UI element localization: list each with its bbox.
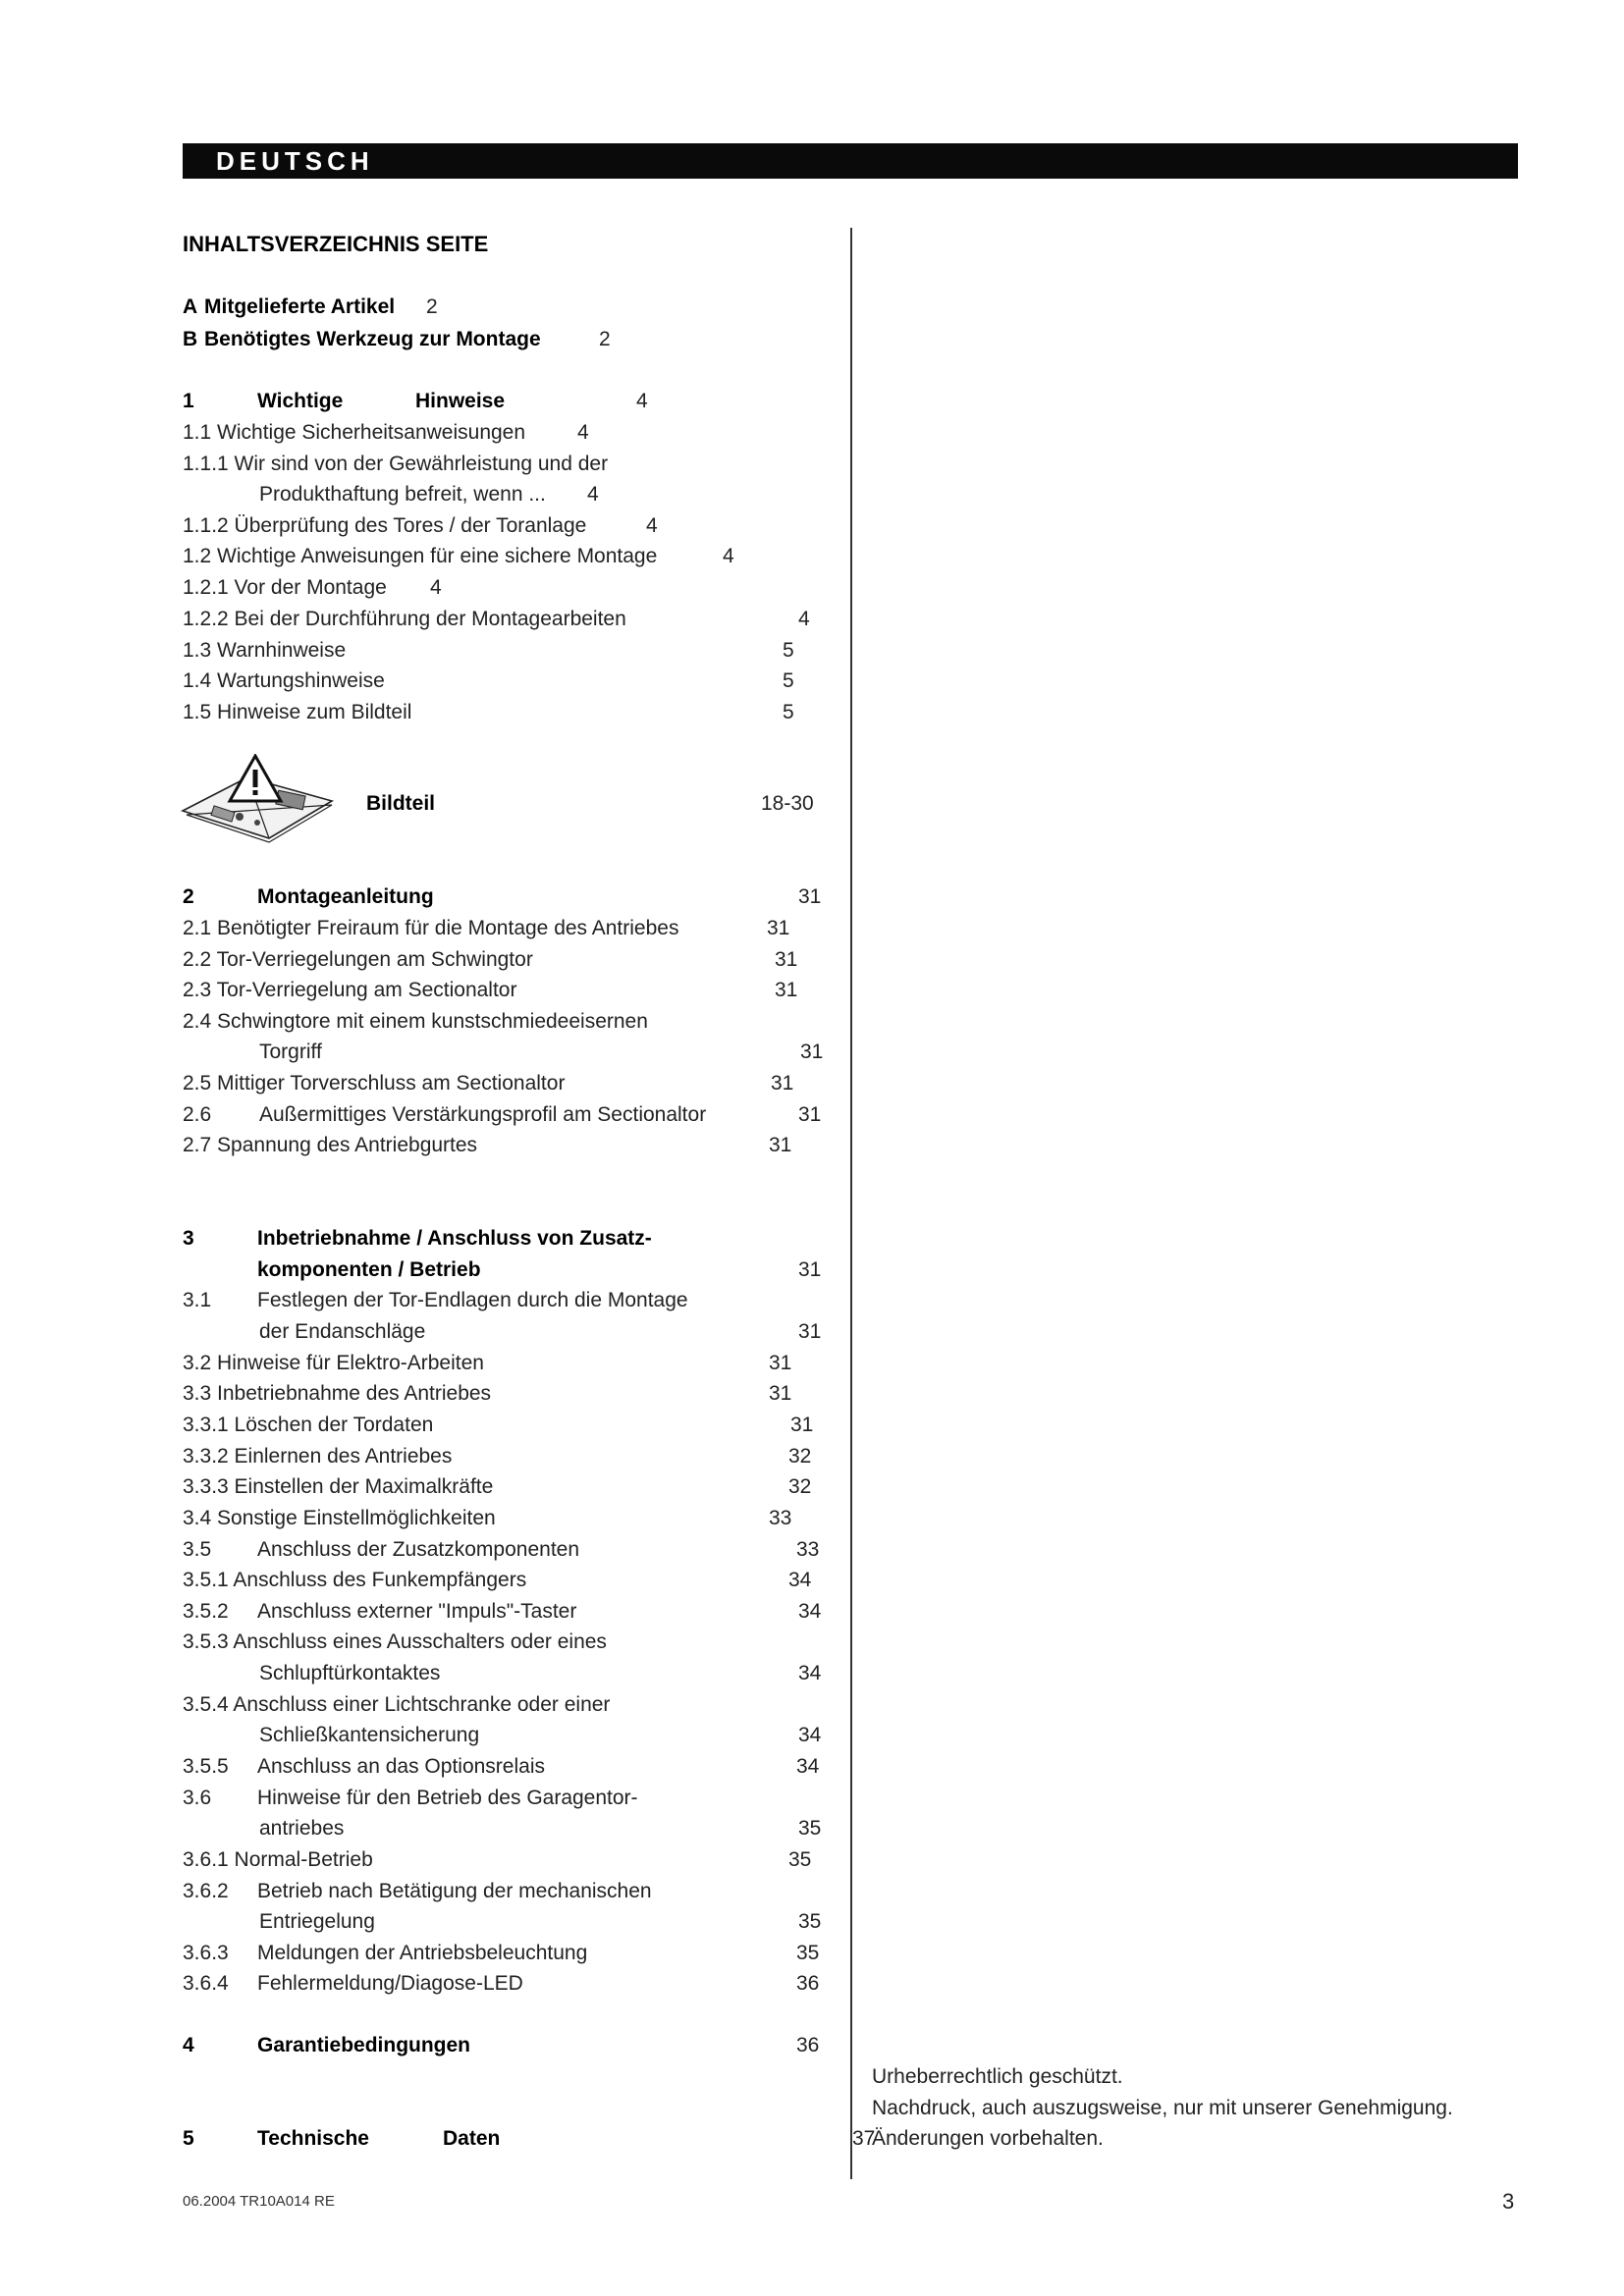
toc-s3-3-2: 3.3.2 Einlernen des Antriebes [183, 1445, 453, 1468]
toc-s2-4: 2.4 Schwingtore mit einem kunstschmiedeeisernen [183, 1010, 648, 1033]
toc-s3-5-4-cont: Schließkantensicherung [259, 1724, 480, 1746]
toc-s1-1: 1.1 Wichtige Sicherheitsanweisungen [183, 421, 526, 444]
toc-s1-title-b: Hinweise [415, 390, 506, 412]
toc-s3-2-page: 31 [769, 1352, 792, 1374]
toc-s1-2-1: 1.2.1 Vor der Montage [183, 576, 387, 599]
page-number: 3 [1502, 2189, 1515, 2214]
toc-a-title: Mitgelieferte Artikel [204, 295, 396, 318]
toc-s1-1-1-page: 4 [587, 483, 599, 506]
toc-s3-5-3-page: 34 [798, 1662, 822, 1684]
toc-s3-5-3-cont: Schlupftürkontaktes [259, 1662, 441, 1684]
toc-s3-6-title: Hinweise für den Betrieb des Garagentor- [257, 1787, 638, 1809]
toc-s1-3: 1.3 Warnhinweise [183, 639, 347, 662]
toc-s3-6-3-num: 3.6.3 [183, 1942, 229, 1964]
toc-s1-3-page: 5 [783, 639, 794, 662]
toc-s3-6-cont: antriebes [259, 1817, 345, 1840]
toc-s1-2-2: 1.2.2 Bei der Durchführung der Montagearbeiten [183, 608, 626, 630]
toc-s3-5-5-num: 3.5.5 [183, 1755, 229, 1778]
toc-s3-1-page: 31 [798, 1320, 822, 1343]
toc-s3-5-2-page: 34 [798, 1600, 822, 1623]
toc-s5-title-a: Technische [257, 2127, 369, 2150]
toc-s2-7-page: 31 [769, 1134, 792, 1156]
toc-a-page: 2 [426, 295, 438, 318]
notice-line-3: Änderungen vorbehalten. [872, 2127, 1104, 2150]
toc-s3-6-2-title: Betrieb nach Betätigung der mechanischen [257, 1880, 652, 1902]
notice-line-2: Nachdruck, auch auszugsweise, nur mit unserer Genehmigung. [872, 2097, 1453, 2119]
toc-s1-1-1: 1.1.1 Wir sind von der Gewährleistung und der [183, 453, 609, 475]
toc-s3-3-3: 3.3.3 Einstellen der Maximalkräfte [183, 1475, 494, 1498]
toc-s3-title-cont: komponenten / Betrieb [257, 1258, 481, 1281]
toc-s3-6-1-page: 35 [788, 1848, 812, 1871]
toc-s3-5-5-page: 34 [796, 1755, 820, 1778]
toc-s1-5: 1.5 Hinweise zum Bildteil [183, 701, 412, 723]
toc-s3-6-4-page: 36 [796, 1972, 820, 1995]
toc-s3-4-page: 33 [769, 1507, 792, 1529]
toc-s3-5-3: 3.5.3 Anschluss eines Ausschalters oder eines [183, 1630, 607, 1653]
toc-s3-6-4-num: 3.6.4 [183, 1972, 229, 1995]
toc-s1-1-page: 4 [577, 421, 589, 444]
toc-s3-6-2-num: 3.6.2 [183, 1880, 229, 1902]
toc-s5-page-marker: 37 [852, 2127, 876, 2150]
toc-s3-6-3-title: Meldungen der Antriebsbeleuchtung [257, 1942, 588, 1964]
toc-s2-6-page: 31 [798, 1103, 822, 1126]
toc-s3-5-2-title: Anschluss externer "Impuls"-Taster [257, 1600, 577, 1623]
toc-s3-6-num: 3.6 [183, 1787, 212, 1809]
toc-b-page: 2 [599, 328, 611, 350]
toc-s1-title-a: Wichtige [257, 390, 344, 412]
toc-s2-5-page: 31 [771, 1072, 794, 1095]
toc-s5-title-b: Daten [443, 2127, 501, 2150]
toc-s3-5-1: 3.5.1 Anschluss des Funkempfängers [183, 1569, 527, 1591]
toc-s2-6-title: Außermittiges Verstärkungsprofil am Sectionaltor [259, 1103, 707, 1126]
toc-s3-3-page: 31 [769, 1382, 792, 1405]
toc-s2-1-page: 31 [767, 917, 790, 939]
toc-s2-4-page: 31 [800, 1041, 824, 1063]
toc-s3-6-2-cont: Entriegelung [259, 1910, 375, 1933]
toc-s3-5-1-page: 34 [788, 1569, 812, 1591]
toc-s2-page: 31 [798, 885, 822, 908]
toc-s3-3-3-page: 32 [788, 1475, 812, 1498]
toc-s3-6-4-title: Fehlermeldung/Diagose-LED [257, 1972, 523, 1995]
toc-s3-num: 3 [183, 1227, 194, 1250]
footer-document-code: 06.2004 TR10A014 RE [183, 2193, 335, 2210]
toc-s4-title: Garantiebedingungen [257, 2034, 471, 2056]
toc-bildteil-title: Bildteil [366, 792, 436, 815]
toc-s1-5-page: 5 [783, 701, 794, 723]
toc-s4-num: 4 [183, 2034, 194, 2056]
toc-s3-page: 31 [798, 1258, 822, 1281]
toc-s3-2: 3.2 Hinweise für Elektro-Arbeiten [183, 1352, 484, 1374]
toc-s1-2-page: 4 [723, 545, 734, 567]
toc-s3-5-4-page: 34 [798, 1724, 822, 1746]
toc-s3-3: 3.3 Inbetriebnahme des Antriebes [183, 1382, 492, 1405]
toc-bildteil-page: 18-30 [761, 792, 814, 815]
toc-s4-page: 36 [796, 2034, 820, 2056]
toc-s3-1-num: 3.1 [183, 1289, 212, 1311]
toc-s2-2-page: 31 [775, 948, 798, 971]
toc-s1-2: 1.2 Wichtige Anweisungen für eine sichere Montage [183, 545, 658, 567]
toc-s3-5-2-num: 3.5.2 [183, 1600, 229, 1623]
toc-s1-2-1-page: 4 [430, 576, 442, 599]
toc-s2-1: 2.1 Benötigter Freiraum für die Montage des Antriebes [183, 917, 679, 939]
toc-s3-title: Inbetriebnahme / Anschluss von Zusatz- [257, 1227, 652, 1250]
toc-s3-5-4: 3.5.4 Anschluss einer Lichtschranke oder einer [183, 1693, 611, 1716]
toc-s2-7: 2.7 Spannung des Antriebgurtes [183, 1134, 478, 1156]
toc-a-num: A [183, 295, 198, 318]
toc-s1-page: 4 [636, 390, 648, 412]
toc-s3-1-cont: der Endanschläge [259, 1320, 426, 1343]
toc-s3-1-title: Festlegen der Tor-Endlagen durch die Montage [257, 1289, 688, 1311]
toc-s3-5-5-title: Anschluss an das Optionsrelais [257, 1755, 545, 1778]
notice-line-1: Urheberrechtlich geschützt. [872, 2065, 1123, 2088]
language-banner [183, 143, 1518, 179]
toc-s3-5-page: 33 [796, 1538, 820, 1561]
toc-s2-3-page: 31 [775, 979, 798, 1001]
toc-s1-2-2-page: 4 [798, 608, 810, 630]
toc-s3-4: 3.4 Sonstige Einstellmöglichkeiten [183, 1507, 496, 1529]
toc-s1-num: 1 [183, 390, 194, 412]
toc-s5-num: 5 [183, 2127, 194, 2150]
toc-s2-title: Montageanleitung [257, 885, 434, 908]
toc-s3-5-title: Anschluss der Zusatzkomponenten [257, 1538, 580, 1561]
toc-s3-6-3-page: 35 [796, 1942, 820, 1964]
toc-s2-6-num: 2.6 [183, 1103, 212, 1126]
toc-s3-6-page: 35 [798, 1817, 822, 1840]
toc-s2-2: 2.2 Tor-Verriegelungen am Schwingtor [183, 948, 533, 971]
toc-s3-6-2-page: 35 [798, 1910, 822, 1933]
warning-manual-illustration-icon [179, 754, 336, 848]
toc-s2-4-cont: Torgriff [259, 1041, 322, 1063]
toc-s1-1-2-page: 4 [646, 514, 658, 537]
toc-s3-3-1: 3.3.1 Löschen der Tordaten [183, 1414, 434, 1436]
toc-s3-5-num: 3.5 [183, 1538, 212, 1561]
toc-s1-1-2: 1.1.2 Überprüfung des Tores / der Toranlage [183, 514, 587, 537]
toc-s2-3: 2.3 Tor-Verriegelung am Sectionaltor [183, 979, 517, 1001]
toc-s3-3-1-page: 31 [790, 1414, 814, 1436]
toc-s1-4: 1.4 Wartungshinweise [183, 669, 385, 692]
toc-title: INHALTSVERZEICHNIS SEITE [183, 232, 489, 256]
column-divider [850, 228, 852, 2179]
toc-s1-4-page: 5 [783, 669, 794, 692]
language-label: DEUTSCH [216, 146, 374, 176]
toc-s2-5: 2.5 Mittiger Torverschluss am Sectionaltor [183, 1072, 566, 1095]
toc-s2-num: 2 [183, 885, 194, 908]
toc-s3-6-1: 3.6.1 Normal-Betrieb [183, 1848, 373, 1871]
toc-b-num: B [183, 328, 198, 350]
toc-s3-3-2-page: 32 [788, 1445, 812, 1468]
toc-b-title: Benötigtes Werkzeug zur Montage [204, 328, 541, 350]
toc-s1-1-1-cont: Produkthaftung befreit, wenn ... [259, 483, 546, 506]
